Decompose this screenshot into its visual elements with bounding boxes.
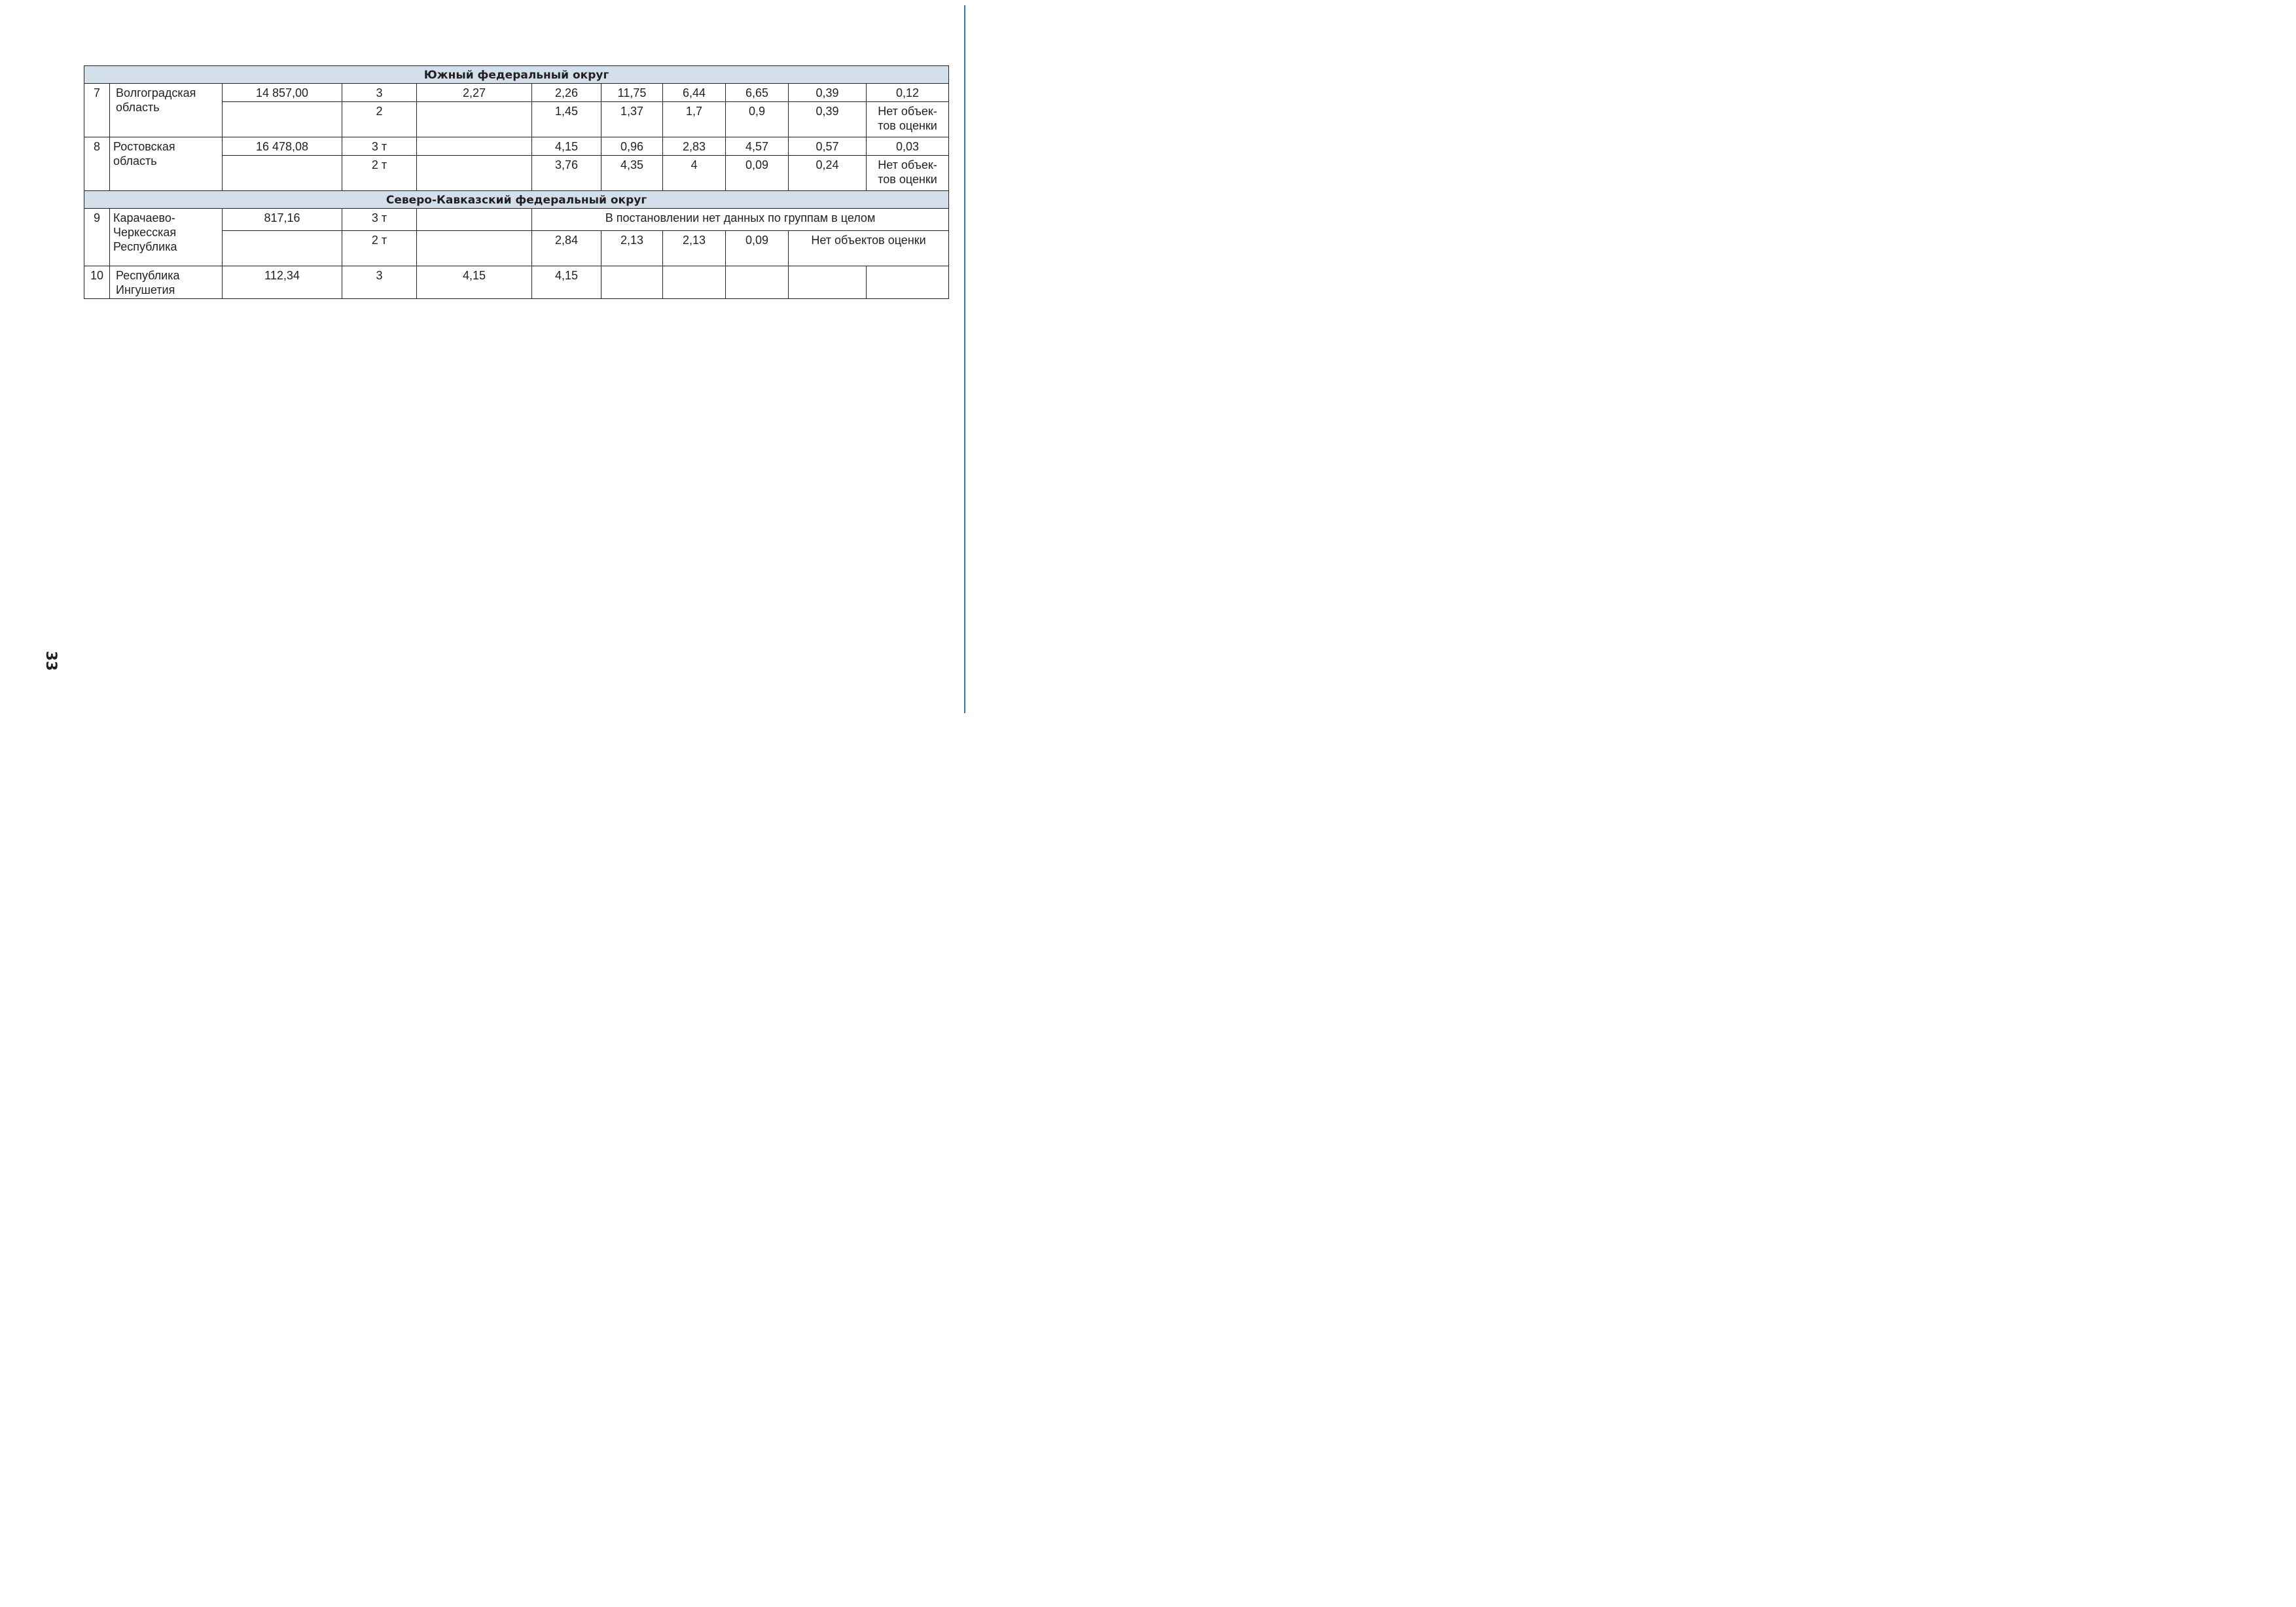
no-objects-note: Нет объектов оценки xyxy=(789,231,949,266)
table-cell: 4,57 xyxy=(726,137,789,156)
table-cell xyxy=(789,266,867,299)
region-value: 112,34 xyxy=(223,266,342,299)
group-cell: 2 xyxy=(342,102,417,137)
table-cell: 6,44 xyxy=(663,84,726,102)
no-objects-note: Нет объек-тов оценки xyxy=(867,102,949,137)
region-value-empty xyxy=(223,102,342,137)
table-cell xyxy=(726,266,789,299)
table-cell xyxy=(417,156,532,191)
page-margin-rule xyxy=(964,5,965,713)
no-objects-note: Нет объек-тов оценки xyxy=(867,156,949,191)
table-cell: 2,13 xyxy=(601,231,663,266)
table-cell: 0,96 xyxy=(601,137,663,156)
table-cell: 2,26 xyxy=(532,84,601,102)
table-cell: 0,39 xyxy=(789,84,867,102)
table-cell: 0,24 xyxy=(789,156,867,191)
group-cell: 2 т xyxy=(342,156,417,191)
table-cell: 0,12 xyxy=(867,84,949,102)
table-cell xyxy=(663,266,726,299)
region-number: 8 xyxy=(84,137,110,191)
table-cell: 6,65 xyxy=(726,84,789,102)
no-data-note: В постановлении нет данных по группам в целом xyxy=(532,209,949,231)
table-cell: 2,83 xyxy=(663,137,726,156)
table-cell xyxy=(417,137,532,156)
regional-data-table xyxy=(84,65,949,299)
table-cell xyxy=(867,266,949,299)
table-row xyxy=(84,137,949,156)
region-value-empty xyxy=(223,156,342,191)
region-number: 7 xyxy=(84,84,110,137)
region-value-empty xyxy=(223,231,342,266)
table-cell: 11,75 xyxy=(601,84,663,102)
region-name: Республика Ингушетия xyxy=(110,266,223,299)
table-cell: 0,9 xyxy=(726,102,789,137)
group-cell: 3 т xyxy=(342,209,417,231)
table-cell: 4,15 xyxy=(532,137,601,156)
region-value: 16 478,08 xyxy=(223,137,342,156)
region-value: 817,16 xyxy=(223,209,342,231)
region-name: Карачаево-Черкесская Республика xyxy=(110,209,223,266)
table-cell: 4 xyxy=(663,156,726,191)
table-row xyxy=(84,209,949,231)
table-cell xyxy=(601,266,663,299)
table-cell: 0,39 xyxy=(789,102,867,137)
table-cell: 1,7 xyxy=(663,102,726,137)
table-row xyxy=(84,266,949,299)
table-cell: 2,13 xyxy=(663,231,726,266)
district-title: Южный федеральный округ xyxy=(84,66,949,84)
district-header-row xyxy=(84,191,949,209)
region-number: 10 xyxy=(84,266,110,299)
table-cell: 4,15 xyxy=(417,266,532,299)
table-row xyxy=(84,84,949,102)
table-cell: 0,09 xyxy=(726,231,789,266)
group-cell: 3 т xyxy=(342,137,417,156)
table-cell: 4,15 xyxy=(532,266,601,299)
table-cell: 1,45 xyxy=(532,102,601,137)
group-cell: 3 xyxy=(342,84,417,102)
table-cell: 3,76 xyxy=(532,156,601,191)
table-cell: 2,27 xyxy=(417,84,532,102)
table-cell: 0,57 xyxy=(789,137,867,156)
table-cell: 0,03 xyxy=(867,137,949,156)
group-cell: 2 т xyxy=(342,231,417,266)
page-number: 33 xyxy=(43,650,60,671)
region-number: 9 xyxy=(84,209,110,266)
district-header-row xyxy=(84,66,949,84)
district-title: Северо-Кавказский федеральный округ xyxy=(84,191,949,209)
table-cell: 2,84 xyxy=(532,231,601,266)
table-cell xyxy=(417,231,532,266)
region-value: 14 857,00 xyxy=(223,84,342,102)
table-cell xyxy=(417,209,532,231)
region-name: Ростовская область xyxy=(110,137,223,191)
table-cell xyxy=(417,102,532,137)
table-cell: 0,09 xyxy=(726,156,789,191)
table-cell: 1,37 xyxy=(601,102,663,137)
region-name: Волгоградская область xyxy=(110,84,223,137)
table-cell: 4,35 xyxy=(601,156,663,191)
group-cell: 3 xyxy=(342,266,417,299)
